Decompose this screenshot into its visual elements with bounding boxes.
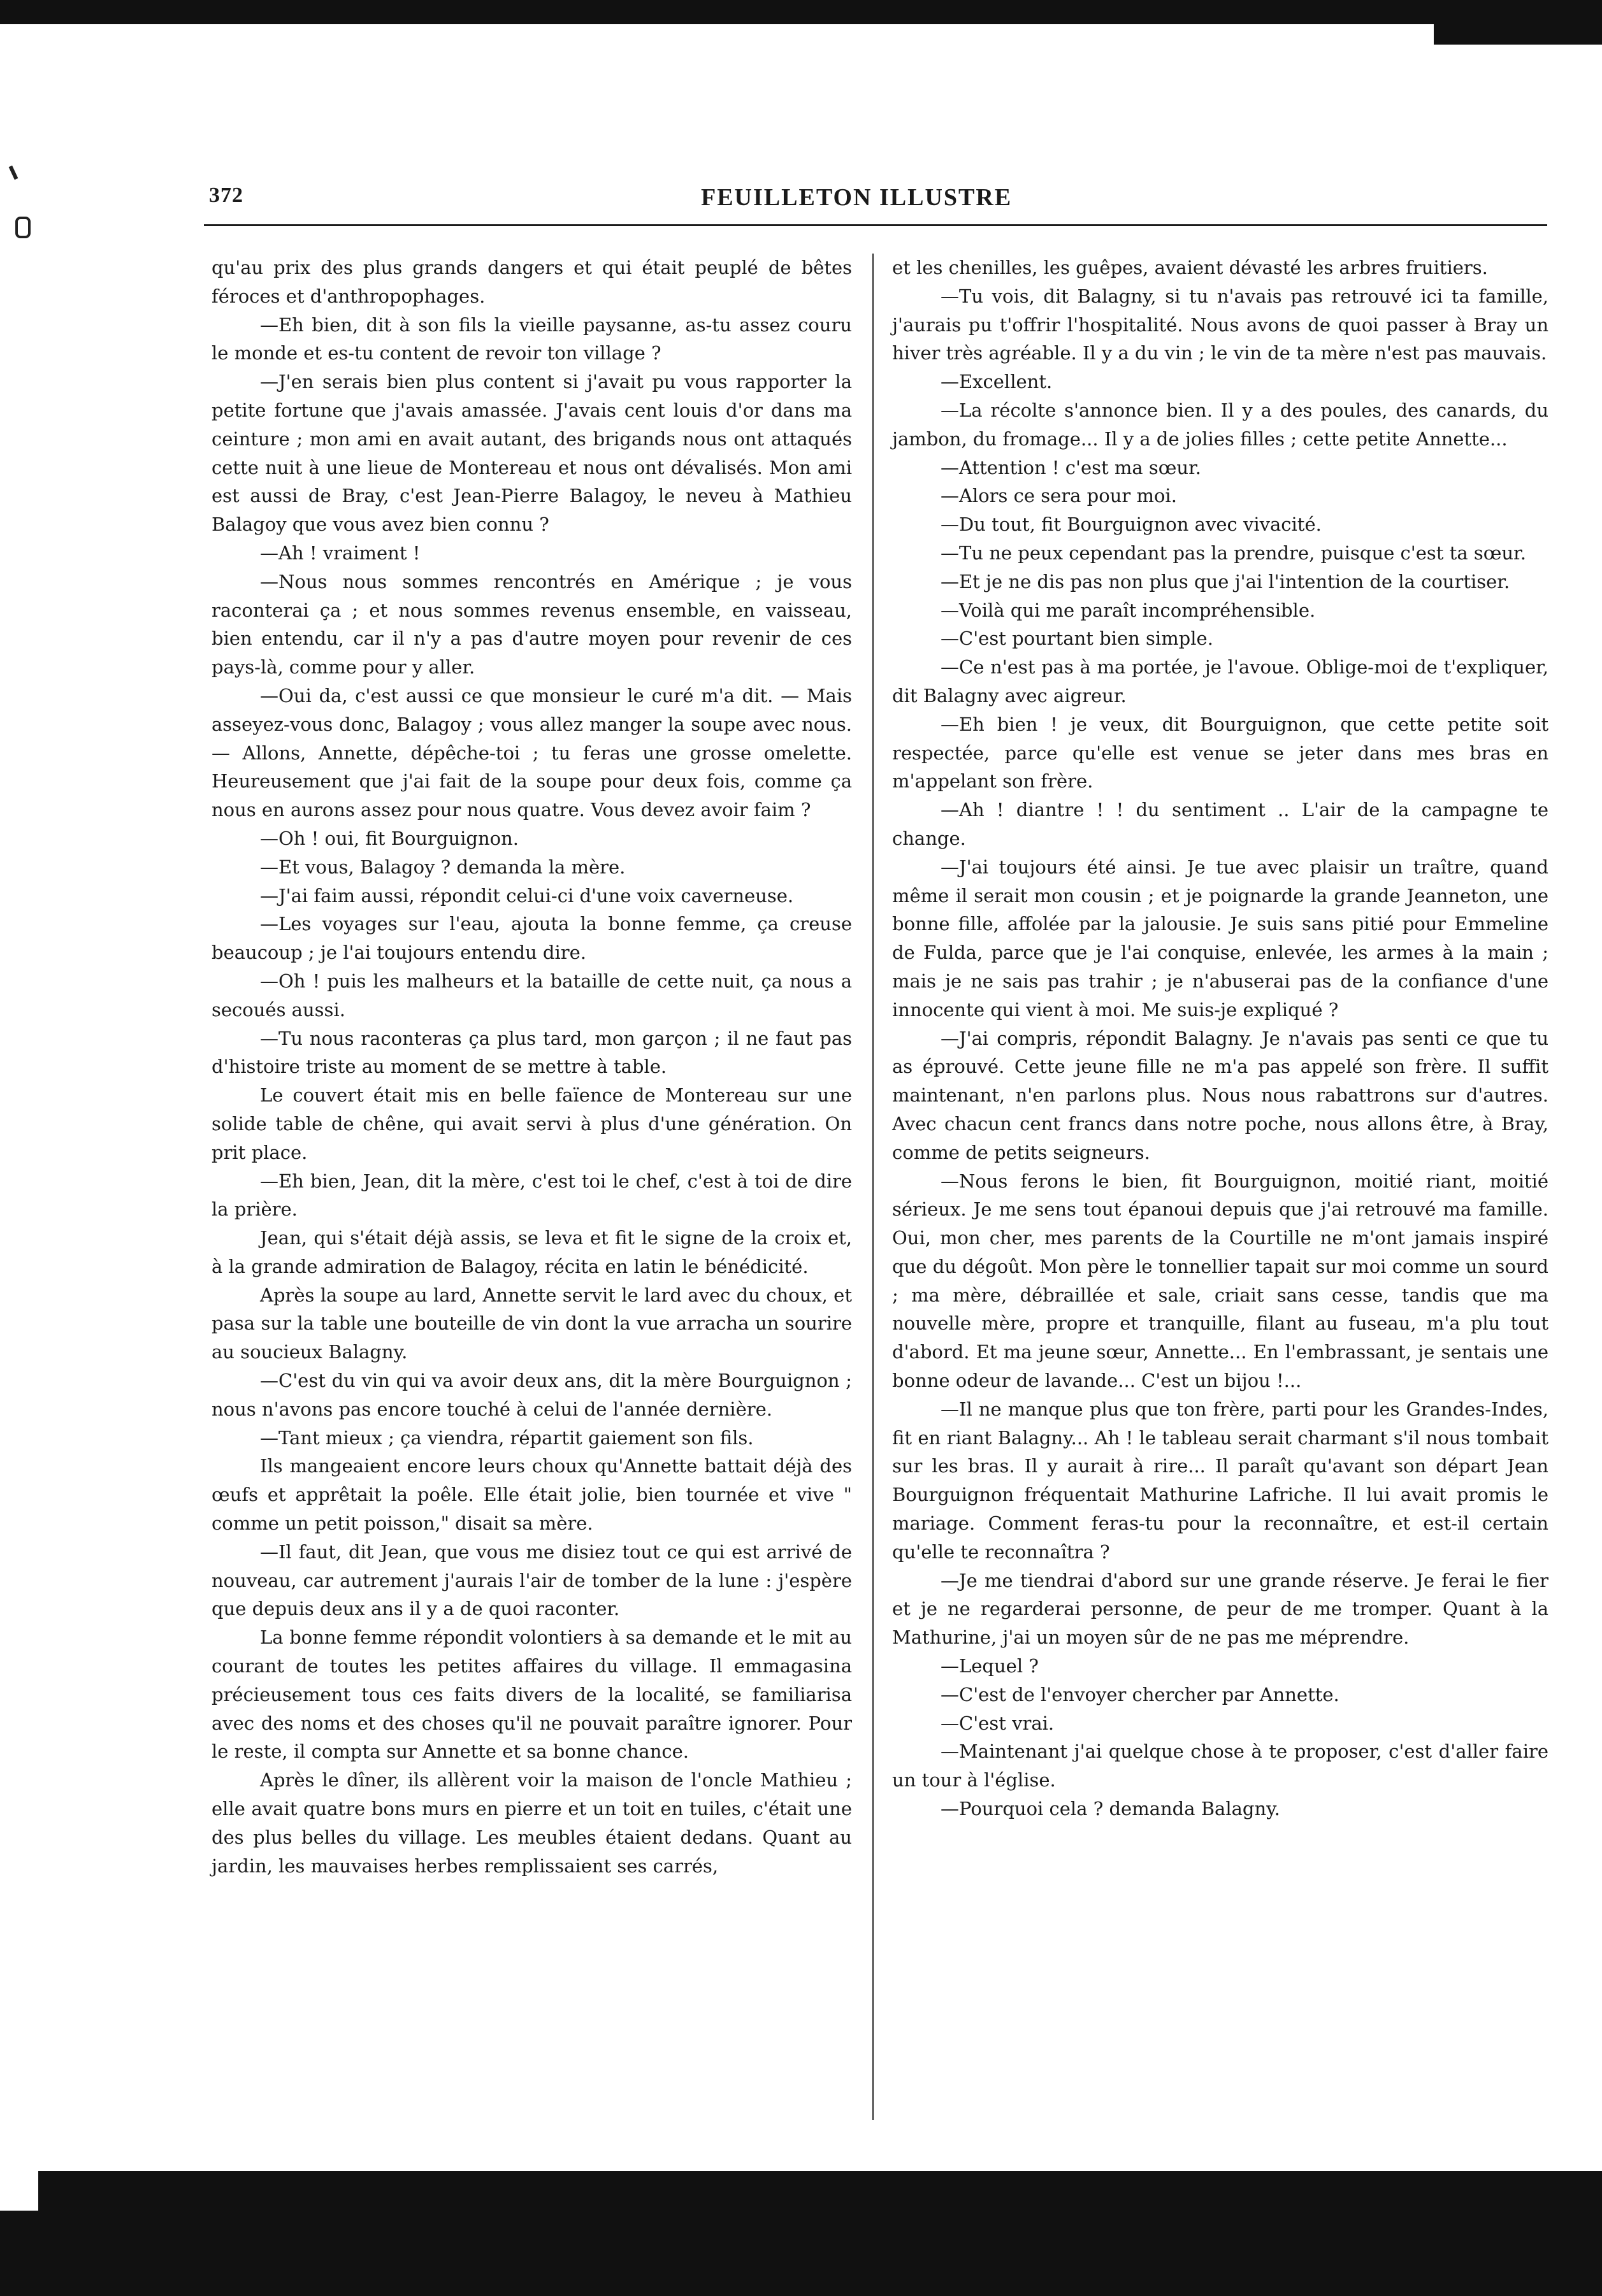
paragraph: Ils mangeaient encore leurs choux qu'Annette battait déjà des œufs et apprêtait la poêle. Elle était jolie, bien tournée et vive " comme un petit poisson," disait sa mère. <box>212 1455 852 1535</box>
paragraph: —Ah ! vraiment ! <box>260 542 421 564</box>
paragraph: Après la soupe au lard, Annette servit le lard avec du choux, et pasa sur la table une bouteille de vin dont la vue arracha un sourire au soucieux Balagny. <box>212 1284 852 1363</box>
paragraph: —Et vous, Balagoy ? demanda la mère. <box>260 856 626 878</box>
scan-bottom-border <box>38 2171 1602 2296</box>
paragraph: —Excellent. <box>941 371 1053 393</box>
left-column <box>212 254 852 1880</box>
paragraph: —Tu vois, dit Balagny, si tu n'avais pas retrouvé ici ta famille, j'aurais pu t'offrir l'hospitalité. Nous avons de quoi passer à Bray un hiver très agréable. Il y a du vin ; le vin de ta mère n'est pas mauvais. <box>892 285 1548 364</box>
paragraph: qu'au prix des plus grands dangers et qui était peuplé de bêtes féroces et d'anthropophages. <box>212 257 852 307</box>
paragraph: —Je me tiendrai d'abord sur une grande réserve. Je ferai le fier et je ne regarderai personne, de peur de me tromper. Quant à la Mathurine, j'ai un moyen sûr de ne pas me méprendre. <box>892 1569 1548 1649</box>
paragraph: —Tant mieux ; ça viendra, répartit gaiement son fils. <box>260 1426 754 1449</box>
paragraph: Jean, qui s'était déjà assis, se leva et fit le signe de la croix et, à la grande admiration de Balagoy, récita en latin le bénédicité. <box>212 1227 852 1277</box>
paragraph: —Il ne manque plus que ton frère, parti pour les Grandes-Indes, fit en riant Balagny... Ah ! le tableau serait charmant s'il nous tombait sur les bras. Il y aurait à rire... Il paraît qu'avant son départ Jean Bourguignon fréquentait Mathurine Lafriche. Il lui avait promis le mariage. Comment feras-tu pour la reconnaître, et est-il certain qu'elle te reconnaîtra ? <box>892 1398 1548 1563</box>
paragraph: —Ah ! diantre ! ! du sentiment .. L'air de la campagne te change. <box>892 799 1548 849</box>
paragraph: —J'en serais bien plus content si j'avait pu vous rapporter la petite fortune que j'avais amassée. J'avais cent louis d'or dans ma ceinture ; mon ami en avait autant, des brigands nous ont attaqués cette nuit à une lieue de Montereau et nous ont dévalisés. Mon ami est aussi de Bray, c'est Jean-Pierre Balagoy, le neveu à Mathieu Balagoy que vous avez bien connu ? <box>212 371 852 536</box>
paragraph: —C'est pourtant bien simple. <box>941 628 1213 650</box>
paragraph: —Pourquoi cela ? demanda Balagny. <box>941 1798 1280 1820</box>
scan-top-border-right <box>1434 0 1602 45</box>
page-number: 372 <box>209 183 243 207</box>
paragraph: La bonne femme répondit volontiers à sa demande et le mit au courant de toutes les petites affaires du village. Il emmagasina précieusement tous ces faits divers de la localité, se familiarisa avec des noms et des choses qu'il ne pouvait paraître ignorer. Pour le reste, il compta sur Annette et sa bonne chance. <box>212 1626 852 1763</box>
paragraph: —Oui da, c'est aussi ce que monsieur le curé m'a dit. — Mais asseyez-vous donc, Balagoy ; vous allez manger la soupe avec nous. — Allons, Annette, dépêche-toi ; tu feras une grosse omelette. Heureusement que j'ai fait de la soupe pour deux fois, comme ça nous en aurons assez pour nous quatre. Vous devez avoir faim ? <box>212 684 852 821</box>
paragraph: —J'ai faim aussi, répondit celui-ci d'une voix caverneuse. <box>260 884 794 907</box>
paragraph: —C'est de l'envoyer chercher par Annette. <box>941 1683 1339 1705</box>
paragraph: —Eh bien, dit à son fils la vieille paysanne, as-tu assez couru le monde et es-tu content de revoir ton village ? <box>212 313 852 364</box>
paragraph: —Oh ! puis les malheurs et la bataille de cette nuit, ça nous a secoués aussi. <box>212 970 852 1021</box>
paragraph: —Voilà qui me paraît incompréhensible. <box>941 599 1316 621</box>
paragraph: —La récolte s'annonce bien. Il y a des poules, des canards, du jambon, du fromage... Il y a de jolies filles ; cette petite Annette... <box>892 399 1548 450</box>
paragraph: —Ce n'est pas à ma portée, je l'avoue. Oblige-moi de t'expliquer, dit Balagny avec aigreur. <box>892 656 1548 707</box>
paragraph: —Nous nous sommes rencontrés en Amérique ; je vous raconterai ça ; et nous sommes revenus ensemble, en vaisseau, bien entendu, car il n'y a pas d'autre moyen pour revenir de ces pays-là, comme pour y aller. <box>212 570 852 678</box>
paragraph: —Tu nous raconteras ça plus tard, mon garçon ; il ne faut pas d'histoire triste au moment de se mettre à table. <box>212 1027 852 1078</box>
paragraph: Après le dîner, ils allèrent voir la maison de l'oncle Mathieu ; elle avait quatre bons murs en pierre et un toit en tuiles, c'était une des plus belles du village. Les meubles étaient dedans. Quant au jardin, les mauvaises herbes remplissaient ses carrés, <box>212 1769 852 1877</box>
paragraph: —Du tout, fit Bourguignon avec vivacité. <box>941 513 1322 536</box>
paragraph: —Lequel ? <box>941 1655 1039 1677</box>
paragraph: et les chenilles, les guêpes, avaient dévasté les arbres fruitiers. <box>892 257 1488 278</box>
paragraph: —C'est vrai. <box>941 1712 1055 1734</box>
paragraph: —J'ai compris, répondit Balagny. Je n'avais pas senti ce que tu as éprouvé. Cette jeune fille ne m'a pas appelé son frère. Il suffit maintenant, n'en parlons plus. Nous nous rabattrons sur d'autres. Avec chacun cent francs dans notre poche, nous allons être, à Bray, comme de petits seigneurs. <box>892 1027 1548 1163</box>
paragraph: —Eh bien ! je veux, dit Bourguignon, que cette petite soit respectée, parce qu'elle est venue se jeter dans mes bras en m'appelant son frère. <box>892 713 1548 793</box>
paragraph: —Oh ! oui, fit Bourguignon. <box>260 827 519 849</box>
paragraph: —Maintenant j'ai quelque chose à te proposer, c'est d'aller faire un tour à l'église. <box>892 1740 1548 1791</box>
paragraph: —Alors ce sera pour moi. <box>941 485 1177 507</box>
column-divider <box>872 254 874 2120</box>
paragraph: —Nous ferons le bien, fit Bourguignon, moitié riant, moitié sérieux. Je me sens tout épanoui depuis que j'ai retrouvé ma famille. Oui, mon cher, mes parents de la Courtille ne m'ont jamais inspiré que du dégoût. Mon père le tonnellier tapait sur moi comme un sourd ; ma mère, débraillée et sale, criait sans cesse, tandis que ma nouvelle mère, propre et tranquille, filant au fuseau, m'a plu tout d'abord. Et ma jeune sœur, Annette... En l'embrassant, je sentais une bonne odeur de lavande... C'est un bijou !... <box>892 1170 1548 1392</box>
paragraph: —Eh bien, Jean, dit la mère, c'est toi le chef, c'est à toi de dire la prière. <box>212 1170 852 1221</box>
paragraph: —J'ai toujours été ainsi. Je tue avec plaisir un traître, quand même il serait mon cousin ; et je poignarde la grande Jeanneton, une bonne fille, affolée par la jalousie. Je suis sans pitié pour Emmeline de Fulda, parce que je l'ai conquise, enlevée, les armes à la main ; mais je ne sais pas trahir ; je n'abuserai pas de la confiance d'une innocente qui vient à moi. Me suis-je expliqué ? <box>892 856 1548 1021</box>
header-rule <box>204 224 1547 226</box>
scan-bottom-border-left <box>0 2211 45 2296</box>
paragraph: —Et je ne dis pas non plus que j'ai l'intention de la courtiser. <box>941 570 1510 592</box>
paragraph: —C'est du vin qui va avoir deux ans, dit la mère Bourguignon ; nous n'avons pas encore touché à celui de l'année dernière. <box>212 1370 852 1420</box>
paragraph: —Tu ne peux cependant pas la prendre, puisque c'est ta sœur. <box>941 542 1526 564</box>
scan-margin-mark <box>15 217 31 238</box>
scan-top-border <box>0 0 1602 24</box>
right-column <box>892 254 1548 1823</box>
scan-margin-mark <box>9 166 18 180</box>
paragraph: —Les voyages sur l'eau, ajouta la bonne femme, ça creuse beaucoup ; je l'ai toujours entendu dire. <box>212 913 852 964</box>
paragraph: —Attention ! c'est ma sœur. <box>941 456 1202 478</box>
paragraph: Le couvert était mis en belle faïence de Montereau sur une solide table de chêne, qui avait servi à plus d'une génération. On prit place. <box>212 1084 852 1163</box>
page-title: FEUILLETON ILLUSTRE <box>701 184 1013 211</box>
paragraph: —Il faut, dit Jean, que vous me disiez tout ce qui est arrivé de nouveau, car autrement j'aurais l'air de tomber de la lune : j'espère que depuis deux ans il y a de quoi raconter. <box>212 1540 852 1620</box>
